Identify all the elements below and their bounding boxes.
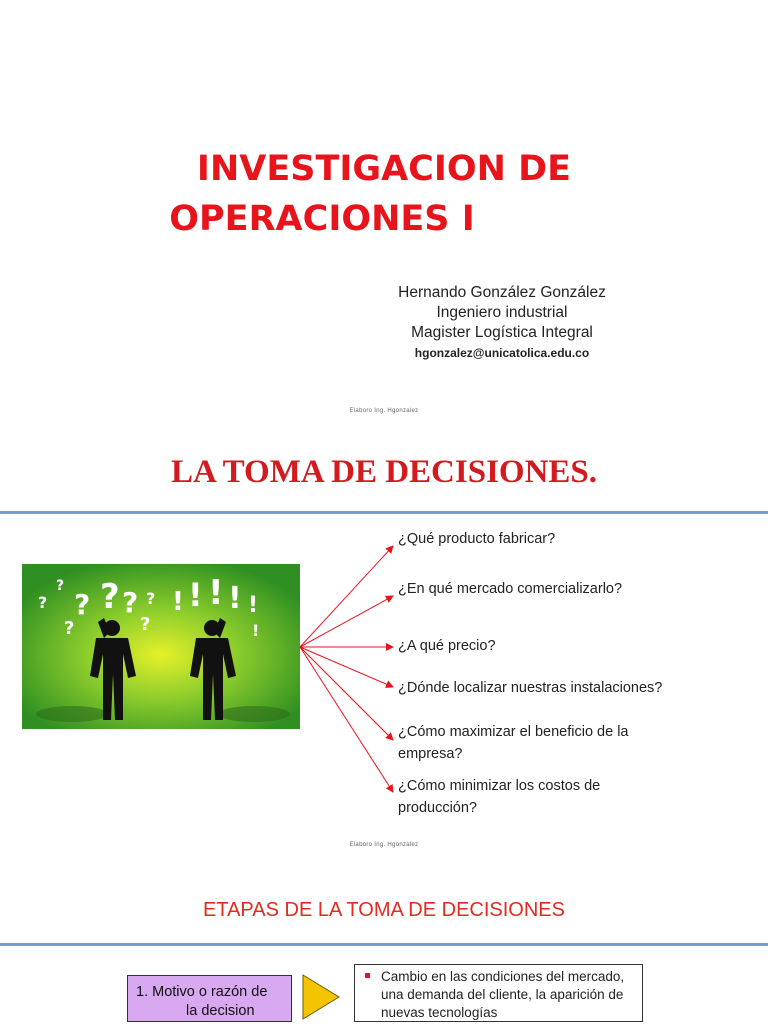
- step-1-description-text: Cambio en las condiciones del mercado, una demanda del cliente, la aparición de nuevas tecnologías: [381, 969, 625, 1020]
- author-email: hgonzalez@unicatolica.edu.co: [414, 346, 590, 360]
- main-title: [0, 144, 768, 244]
- question-item: ¿Qué producto fabricar?: [398, 531, 556, 547]
- question-text: ¿Cómo minimizar los costos de producción?: [398, 778, 601, 816]
- author-block: [372, 283, 632, 363]
- svg-text:!: !: [172, 587, 184, 617]
- svg-text:?: ?: [74, 588, 91, 621]
- step-1-label-line2: la decision: [186, 1003, 255, 1019]
- main-title-line2: OPERACIONES I: [169, 199, 475, 239]
- arrow-q4: [300, 647, 393, 687]
- step-1-description: [354, 964, 643, 1022]
- step-1-box: [127, 975, 292, 1022]
- main-title-line1: INVESTIGACION DE: [196, 149, 572, 189]
- svg-text:!: !: [248, 593, 259, 618]
- author-degree: Magister Logística Integral: [411, 324, 593, 341]
- bullet-icon: [365, 973, 370, 978]
- stages-title: ETAPAS DE LA TOMA DE DECISIONES: [203, 899, 565, 921]
- two-men-question-exclamation-illustration: [22, 564, 300, 729]
- author-role: Ingeniero industrial: [436, 304, 568, 321]
- svg-text:?: ?: [146, 589, 156, 608]
- svg-text:?: ?: [56, 578, 65, 594]
- slide2-divider: [0, 511, 768, 514]
- question-item: ¿En qué mercado comercializarlo?: [398, 581, 623, 597]
- arrow-q1: [300, 546, 393, 647]
- svg-text:?: ?: [122, 586, 139, 619]
- question-item: [398, 721, 658, 765]
- svg-text:!: !: [208, 573, 224, 613]
- svg-text:!: !: [252, 621, 260, 640]
- arrow-q2: [300, 596, 393, 647]
- step-1-label-line1: 1. Motivo o razón de: [136, 984, 268, 1000]
- slide3-divider: [0, 943, 768, 946]
- question-item: ¿A qué precio?: [398, 638, 496, 654]
- svg-text:!: !: [228, 581, 242, 616]
- triangle-arrow-icon: [301, 973, 341, 1021]
- slide2-footer: Elaboro Ing. Hgonzalez: [349, 842, 419, 848]
- question-item: ¿Dónde localizar nuestras instalaciones?: [398, 680, 663, 696]
- arrow-q6: [300, 647, 393, 792]
- svg-text:?: ?: [140, 614, 151, 635]
- slide1-footer: Elaboro Ing. Hgonzalez: [349, 408, 419, 414]
- svg-text:!: !: [188, 576, 203, 614]
- svg-text:?: ?: [100, 577, 120, 617]
- decisions-title: LA TOMA DE DECISIONES.: [170, 454, 598, 490]
- arrow-q5: [300, 647, 393, 740]
- question-item: [398, 775, 638, 819]
- svg-text:?: ?: [38, 593, 48, 612]
- question-text: ¿Cómo maximizar el beneficio de la empresa?: [398, 724, 629, 762]
- author-name: Hernando González González: [398, 284, 606, 301]
- svg-text:?: ?: [64, 618, 75, 639]
